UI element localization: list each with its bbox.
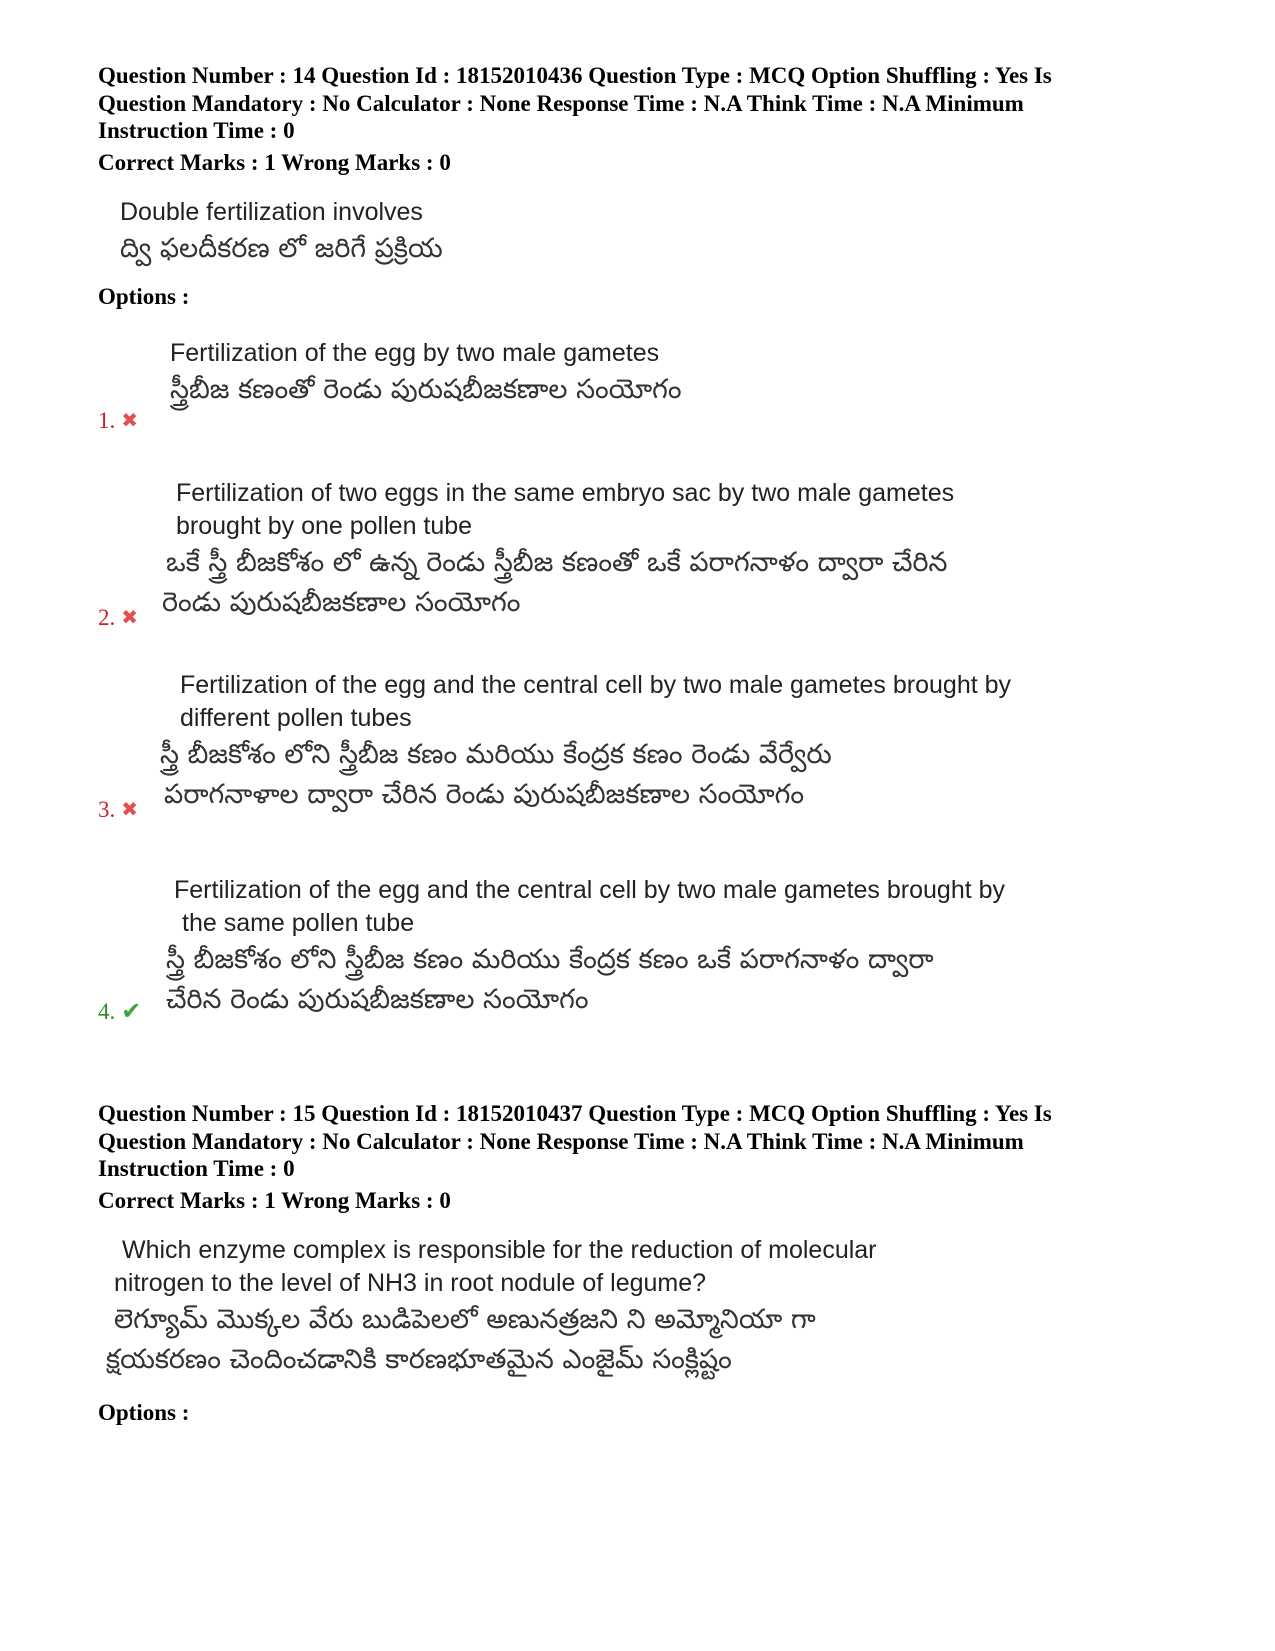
option-number: 1.: [98, 408, 116, 433]
q15-options-label: Options :: [98, 1400, 190, 1425]
option-number: 2.: [98, 605, 116, 630]
option-text-en-1: Fertilization of the egg and the central cell by two male gametes brought by: [180, 671, 1012, 699]
option-text-en-1: Fertilization of the egg and the central cell by two male gametes brought by: [174, 876, 1006, 904]
q15-question-en-1: Which enzyme complex is responsible for the reduction of molecular: [122, 1236, 877, 1264]
q14-meta-line3: Instruction Time : 0: [98, 118, 295, 143]
q15-question-te-1: లెగ్యూమ్ మొక్కల వేరు బుడిపెలలో అణునత్రజని ని అమ్మోనియా గా: [114, 1304, 816, 1335]
q14-option-1: [170, 337, 682, 410]
q14-option-3: [160, 669, 1011, 815]
q14-question-en: Double fertilization involves: [120, 198, 423, 226]
q14-option-3-label: [98, 796, 138, 823]
option-text-en-1: Fertilization of two eggs in the same embryo sac by two male gametes: [176, 479, 955, 507]
option-text-en-2: the same pollen tube: [182, 909, 415, 937]
q14-question: [120, 196, 443, 269]
check-icon: ✔: [121, 997, 142, 1025]
q14-question-te: ద్వి ఫలదీకరణ లో జరిగే ప్రక్రియ: [120, 233, 443, 264]
q14-option-4-label: [98, 998, 141, 1025]
option-text-te-1: ఒకే స్త్రీ బీజకోశం లో ఉన్న రెండు స్త్రీబీజ కణంతో ఒకే పరాగనాళం ద్వారా చేరిన: [166, 547, 948, 578]
option-text-te-2: చేరిన రెండు పురుషబీజకణాల సంయోగం: [166, 984, 589, 1015]
option-text-en-2: different pollen tubes: [180, 704, 412, 732]
cross-icon: ✖: [121, 408, 139, 432]
cross-icon: ✖: [121, 797, 139, 821]
q14-meta-line2: Question Mandatory : No Calculator : None Response Time : N.A Think Time : N.A Minimum: [98, 90, 1024, 116]
q15-question-en-2: nitrogen to the level of NH3 in root nodule of legume?: [114, 1269, 707, 1297]
cross-icon: ✖: [121, 605, 139, 629]
q15-question-te-2: క్షయకరణం చెందించడానికి కారణభూతమైన ఎంజైమ్ సంక్లిష్టం: [106, 1344, 732, 1375]
q14-meta-line1: Question Number : 14 Question Id : 18152010436 Question Type : MCQ Option Shuffling : Yes Is: [98, 63, 1052, 88]
q14-marks: Correct Marks : 1 Wrong Marks : 0: [98, 150, 451, 175]
q15-marks: Correct Marks : 1 Wrong Marks : 0: [98, 1188, 451, 1213]
option-text-te-1: స్త్రీ బీజకోశం లోని స్త్రీబీజ కణం మరియు కేంద్రక కణం ఒకే పరాగనాళం ద్వారా: [166, 944, 934, 975]
option-text-te: స్త్రీబీజ కణంతో రెండు పురుషబీజకణాల సంయోగం: [170, 374, 682, 405]
q14-metadata: [98, 62, 1178, 145]
q15-metadata: [98, 1100, 1178, 1183]
q14-option-4: [166, 874, 1005, 1020]
option-number: 3.: [98, 797, 116, 822]
q14-options-label: Options :: [98, 284, 190, 309]
q14-option-1-label: [98, 407, 138, 434]
q15-meta-line2: Question Mandatory : No Calculator : None Response Time : N.A Think Time : N.A Minimum: [98, 1128, 1024, 1154]
option-text-te-1: స్త్రీ బీజకోశం లోని స్త్రీబీజ కణం మరియు కేంద్రక కణం రెండు వేర్వేరు: [160, 739, 832, 770]
q15-meta-line1: Question Number : 15 Question Id : 18152010437 Question Type : MCQ Option Shuffling : Yes Is: [98, 1101, 1052, 1126]
q15-meta-line3: Instruction Time : 0: [98, 1156, 295, 1181]
option-number: 4.: [98, 999, 116, 1024]
option-text-en: Fertilization of the egg by two male gametes: [170, 339, 660, 367]
option-text-en-2: brought by one pollen tube: [176, 512, 473, 540]
option-text-te-2: రెండు పురుషబీజకణాల సంయోగం: [162, 587, 521, 618]
q15-question: [106, 1234, 877, 1380]
option-text-te-2: పరాగనాళాల ద్వారా చేరిన రెండు పురుషబీజకణాల సంయోగం: [164, 779, 805, 810]
q14-option-2-label: [98, 604, 138, 631]
q14-option-2: [162, 477, 954, 623]
